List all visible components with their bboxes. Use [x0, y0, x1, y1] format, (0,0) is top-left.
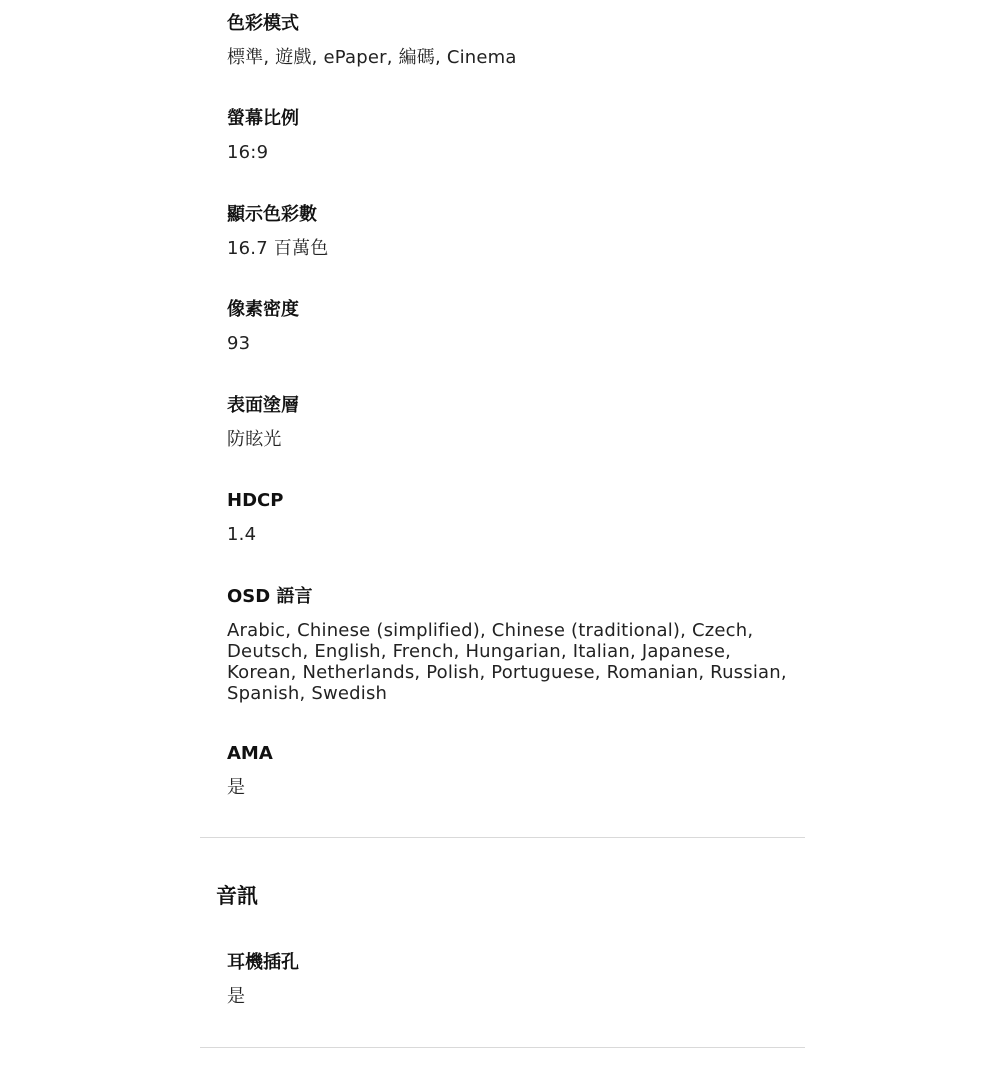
spec-label: 顯示色彩數 [227, 204, 317, 225]
spec-label: 表面塗層 [227, 395, 299, 416]
section-divider [200, 837, 805, 838]
spec-value-line: Arabic, Chinese (simplified), Chinese (traditional), Czech, [227, 620, 754, 641]
spec-value-line: Spanish, Swedish [227, 683, 388, 704]
spec-value: 是 [227, 777, 246, 798]
spec-value: 16.7 百萬色 [227, 238, 329, 259]
section-title-audio: 音訊 [216, 884, 258, 908]
spec-item-display-colors [227, 204, 797, 259]
spec-item-headphone-jack [227, 952, 797, 1007]
spec-value [227, 620, 797, 704]
spec-value-line: Korean, Netherlands, Polish, Portuguese, Romanian, Russian, [227, 662, 787, 683]
spec-item-hdcp [227, 490, 797, 545]
spec-label: 色彩模式 [227, 13, 299, 34]
spec-value: 防眩光 [227, 429, 282, 450]
spec-label: 耳機插孔 [227, 952, 299, 973]
spec-label: HDCP [227, 490, 284, 511]
spec-value: 標準, 遊戲, ePaper, 編碼, Cinema [227, 47, 517, 68]
spec-label: 螢幕比例 [227, 108, 299, 129]
spec-item-aspect-ratio [227, 108, 797, 163]
section-divider [200, 1047, 805, 1048]
spec-item-pixel-density [227, 299, 797, 354]
spec-value: 93 [227, 333, 251, 354]
spec-label: OSD 語言 [227, 586, 313, 607]
spec-item-osd-language [227, 586, 797, 704]
spec-value: 16:9 [227, 142, 269, 163]
spec-value: 1.4 [227, 524, 257, 545]
spec-value: 是 [227, 986, 246, 1007]
spec-label: 像素密度 [227, 299, 299, 320]
spec-item-surface-coating [227, 395, 797, 450]
spec-label: AMA [227, 743, 273, 764]
spec-item-ama [227, 743, 797, 798]
spec-value-line: Deutsch, English, French, Hungarian, Italian, Japanese, [227, 641, 732, 662]
spec-item-color-mode [227, 13, 797, 68]
